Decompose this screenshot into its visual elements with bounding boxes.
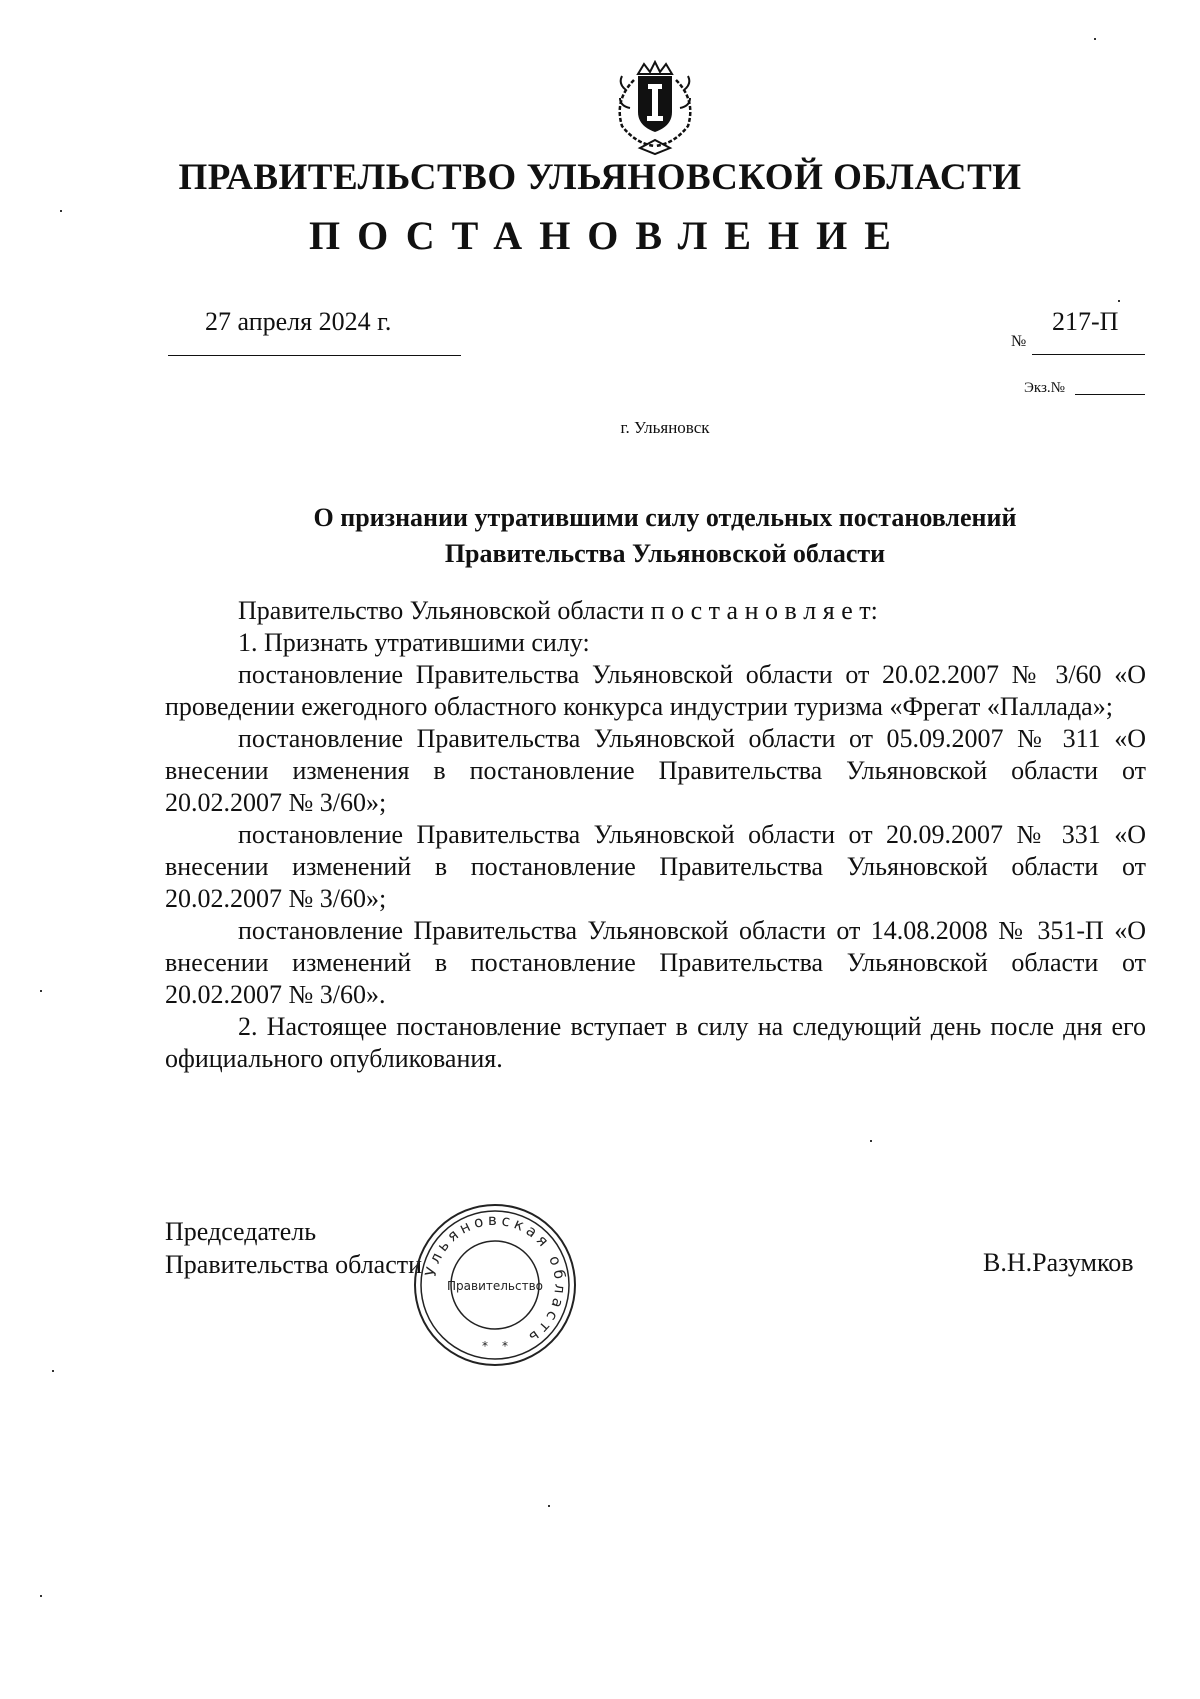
svg-text:*: *: [482, 1339, 488, 1353]
date-underline: [168, 355, 461, 356]
item-2: 2. Настоящее постановление вступает в силу на следующий день после дня его официального опубликования.: [165, 1012, 1146, 1073]
title-line-1: О признании утратившими силу отдельных постановлений: [313, 503, 1017, 532]
copy-number-label: Экз.№: [1024, 380, 1065, 396]
organization-name: ПРАВИТЕЛЬСТВО УЛЬЯНОВСКОЙ ОБЛАСТИ: [178, 157, 1022, 198]
position-line-2: Правительства области: [165, 1250, 423, 1279]
coat-of-arms-icon: [600, 60, 710, 160]
item-1: 1. Признать утратившими силу:: [238, 628, 590, 657]
city: г. Ульяновск: [620, 418, 710, 437]
document-date: 27 апреля 2024 г.: [205, 307, 392, 336]
act-item: постановление Правительства Ульяновской области от 14.08.2008 № 351-П «О внесении изменений в постановление Правительства Ульяновской области от 20.02.2007 № 3/60».: [165, 916, 1146, 1009]
title-line-2: Правительства Ульяновской области: [444, 539, 886, 568]
scan-speck: [40, 990, 42, 992]
scan-speck: [870, 1140, 872, 1142]
seal-ring-text: Ульяновская область: [421, 1210, 570, 1349]
act-item: постановление Правительства Ульяновской области от 20.02.2007 № 3/60 «О проведении ежегодного областного конкурса индустрии туризма «Фрегат «Паллада»;: [165, 660, 1146, 721]
position-line-1: Председатель: [165, 1217, 317, 1246]
scan-speck: [548, 1505, 550, 1507]
scan-speck: [1094, 38, 1096, 40]
scan-speck: [1118, 300, 1120, 302]
act-item: постановление Правительства Ульяновской области от 20.09.2007 № 331 «О внесении изменений в постановление Правительства Ульяновской области от 20.02.2007 № 3/60»;: [165, 820, 1146, 913]
scan-speck: [40, 1595, 42, 1597]
svg-text:*: *: [502, 1339, 508, 1353]
act-item: постановление Правительства Ульяновской области от 05.09.2007 № 311 «О внесении изменения в постановление Правительства Ульяновской области от 20.02.2007 № 3/60»;: [165, 724, 1146, 817]
number-underline: [1032, 354, 1145, 355]
document-number: 217-П: [1052, 307, 1119, 336]
round-seal-icon: [410, 1200, 580, 1370]
intro-paragraph: Правительство Ульяновской области п о с т а н о в л я е т:: [238, 596, 878, 625]
number-sign: №: [1011, 333, 1027, 350]
scan-speck: [52, 1370, 54, 1372]
document-body: [165, 595, 1146, 1075]
scan-speck: [60, 210, 62, 212]
document-type: ПОСТАНОВЛЕНИЕ: [309, 213, 908, 258]
signatory-name: В.Н.Разумков: [983, 1248, 1134, 1277]
signatory-position: [165, 1215, 422, 1281]
copy-number-underline: [1075, 394, 1145, 395]
document-title: [0, 500, 1200, 572]
seal-center-text: Правительство: [447, 1279, 543, 1293]
